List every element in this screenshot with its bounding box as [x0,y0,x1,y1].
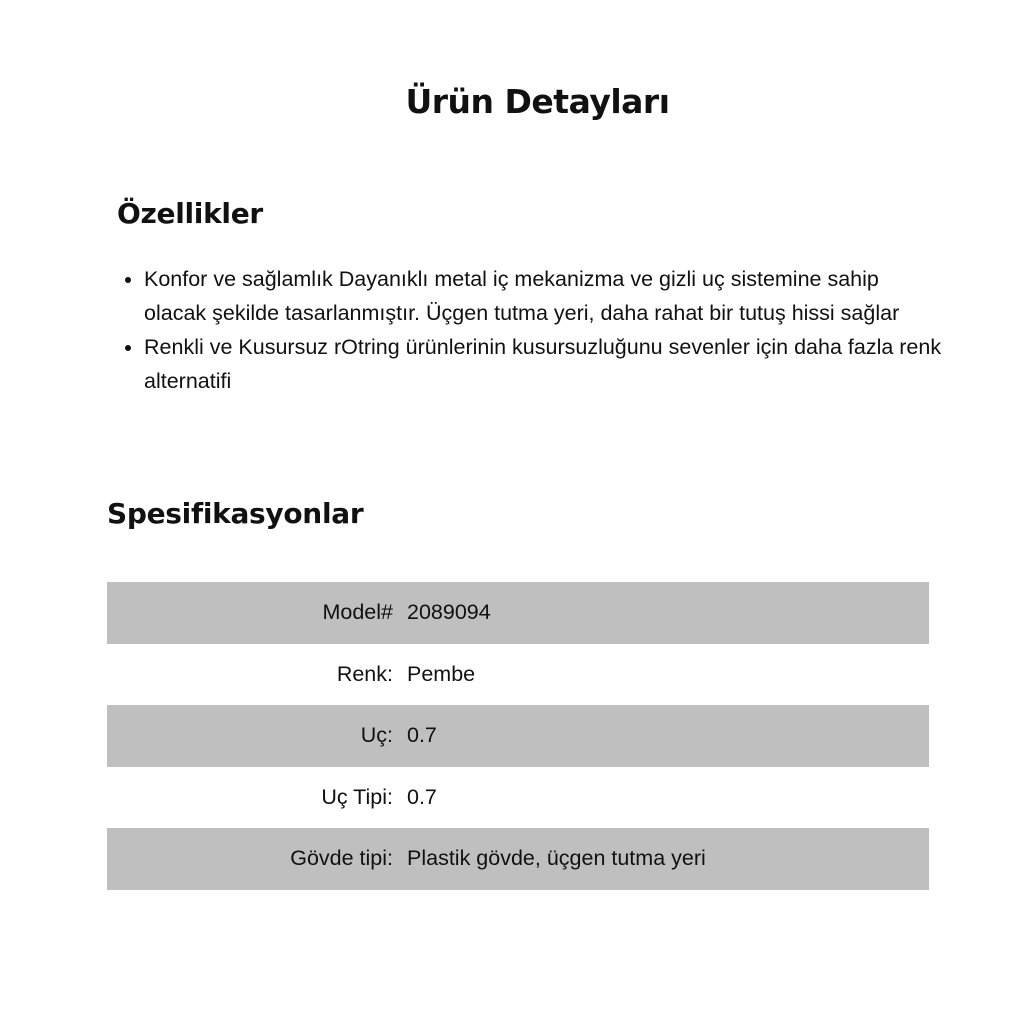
features-heading: Özellikler [117,197,263,230]
spec-label: Uç: [360,723,393,748]
feature-list [117,262,944,398]
spec-value: 0.7 [407,784,437,809]
spec-value: Plastik gövde, üçgen tutma yeri [407,846,706,871]
spec-row-body-type [107,828,929,890]
spec-row-tip-type [107,767,929,829]
spec-table [107,582,929,890]
spec-row-model [107,582,929,644]
spec-row-color [107,644,929,706]
feature-item: • Renkli ve Kusursuz rOtring ürünlerinin kusursuzluğunu sevenler için daha fazla renk alternatifi [144,330,944,398]
spec-value: 2089094 [407,600,491,625]
spec-label: Model# [322,600,393,625]
specs-heading: Spesifikasyonlar [107,497,364,530]
spec-row-tip [107,705,929,767]
spec-value: Pembe [407,661,476,686]
spec-label: Gövde tipi: [290,846,393,871]
spec-label: Uç Tipi: [321,784,393,809]
spec-value: 0.7 [407,723,437,748]
spec-label: Renk: [336,661,393,686]
feature-item: • Konfor ve sağlamlık Dayanıklı metal iç mekanizma ve gizli uç sistemine sahip olacak şekilde tasarlanmıştır. Üçgen tutma yeri, daha rahat bir tutuş hissi sağlar [144,262,944,330]
page-title: Ürün Detayları [405,82,670,121]
